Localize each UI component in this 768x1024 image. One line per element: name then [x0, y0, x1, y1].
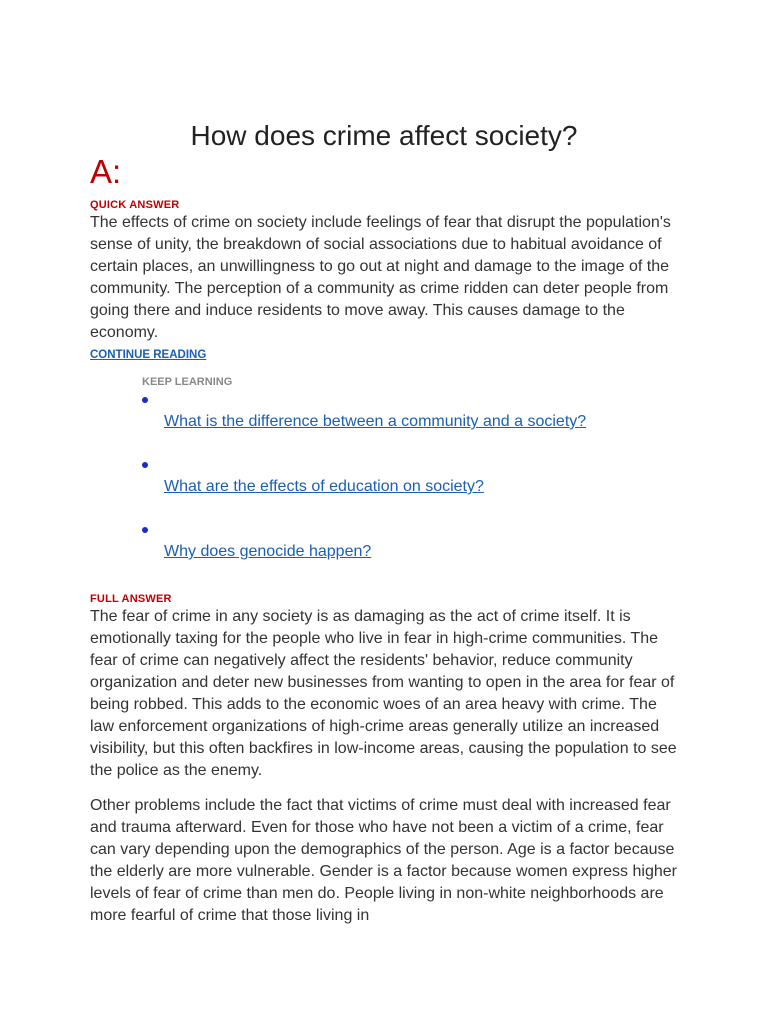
keep-learning-link[interactable]: Why does genocide happen?	[164, 543, 372, 560]
full-answer-paragraph: Other problems include the fact that victims of crime must deal with increased fear and trauma afterward. Even for those who have not been a victim of a crime, fear can vary depending upon the demographics of the person. Age is a factor because the elderly are more vulnerable. Gender is a factor because women express higher levels of fear of crime than men do. People living in non-white neighborhoods are more fearful of crime that those living in	[90, 797, 677, 924]
full-answer-paragraph: The fear of crime in any society is as damaging as the act of crime itself. It is emotionally taxing for the people who live in fear in high-crime communities. The fear of crime can negatively affect the residents' behavior, reduce community organization and deter new businesses from wanting to open in the area for fear of being robbed. This adds to the economic woes of an area heavy with crime. The law enforcement organizations of high-crime areas generally utilize an increased visibility, but this often backfires in low-income areas, causing the population to see the police as the enemy.	[90, 608, 677, 779]
continue-reading-link[interactable]: CONTINUE READING	[90, 349, 207, 361]
quick-answer-label: QUICK ANSWER	[90, 199, 180, 211]
keep-learning-link[interactable]: What are the effects of education on society?	[164, 478, 484, 495]
page-title: How does crime affect society?	[190, 120, 578, 151]
bullet-icon	[142, 527, 148, 533]
bullet-icon	[142, 462, 148, 468]
quick-answer-text: The effects of crime on society include feelings of fear that disrupt the population's sense of unity, the breakdown of social associations due to habitual avoidance of certain places, an unwillingness to go out at night and damage to the image of the community. The perception of a community as crime ridden can deter people from going there and induce residents to move away. This causes damage to the economy.	[90, 214, 671, 341]
answer-marker: A:	[90, 153, 122, 190]
keep-learning-label: KEEP LEARNING	[142, 376, 233, 388]
full-answer-label: FULL ANSWER	[90, 593, 172, 605]
bullet-icon	[142, 397, 148, 403]
keep-learning-link[interactable]: What is the difference between a community and a society?	[164, 413, 587, 430]
